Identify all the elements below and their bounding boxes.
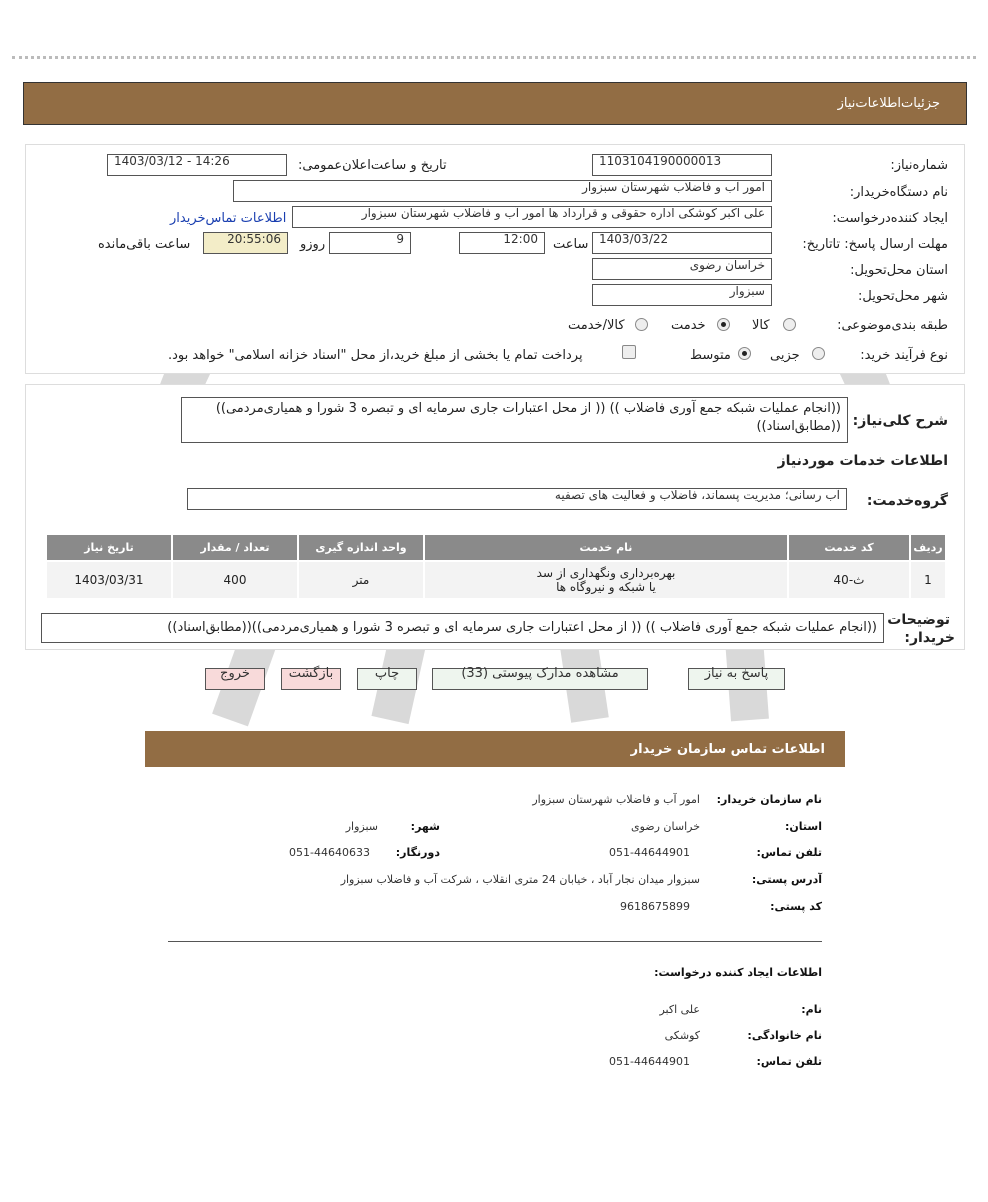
creator-family: کوشکی <box>664 1029 700 1042</box>
creator-heading: اطلاعات ایجاد کننده درخواست: <box>654 966 822 979</box>
province-field: خراسان رضوی <box>592 258 772 280</box>
reply-button[interactable]: پاسخ به نیاز <box>688 668 785 690</box>
requester-label: ایجاد کننده‌درخواست: <box>832 211 948 226</box>
services-table-wrap <box>45 533 947 600</box>
category-radio-service[interactable] <box>717 318 730 331</box>
process-label: نوع فرآیند خرید: <box>860 348 948 363</box>
contact-fax: 051-44640633 <box>289 846 370 859</box>
contact-postal-label: کد پستی: <box>770 900 822 913</box>
contact-org-label: نام سازمان خریدار: <box>716 793 822 806</box>
buyer-notes-label-1: توضیحات <box>887 612 950 628</box>
contact-title: اطلاعات تماس سازمان خریدار <box>630 742 825 757</box>
cell-name <box>424 561 788 599</box>
category-both-label: کالا/خدمت <box>568 318 625 333</box>
announce-field: 1403/03/12 - 14:26 <box>107 154 287 176</box>
summary-field: ((انجام عملیات شبکه جمع آوری فاضلاب )) (( از محل اعتبارات جاری سرمایه ای و تبصره 3 شورا و همیاری‌مردمی)) ((مطابق‌اسناد)) <box>181 397 848 443</box>
col-code: کد خدمت <box>788 534 910 561</box>
buyer-notes-field: ((انجام عملیات شبکه جمع آوری فاضلاب )) (( از محل اعتبارات جاری سرمایه ای و تبصره 3 شورا و همیاری‌مردمی))((مطابق‌اسناد)) <box>41 613 884 643</box>
service-group-field: آب رسانی؛ مدیریت پسماند، فاضلاب و فعالیت های تصفیه <box>187 488 847 510</box>
contact-org: امور آب و فاضلاب شهرستان سبزوار <box>532 793 700 806</box>
days-label: روزو <box>300 237 326 252</box>
cell-code: ث-40 <box>788 561 910 599</box>
contact-province-label: استان: <box>785 820 822 833</box>
back-button[interactable]: بازگشت <box>281 668 341 690</box>
requester-field: علی اکبر کوشکی اداره حقوقی و قرارداد ها امور آب و فاضلاب شهرستان سبزوار <box>292 206 772 228</box>
category-radio-goods[interactable] <box>783 318 796 331</box>
col-name: نام خدمت <box>424 534 788 561</box>
announce-label: تاریخ و ساعت‌اعلان‌عمومی: <box>298 158 447 173</box>
process-medium-label: متوسط <box>690 348 731 363</box>
top-divider <box>12 56 976 59</box>
deadline-label: مهلت ارسال پاسخ: تاتاریخ: <box>802 237 948 252</box>
info-panel <box>25 144 965 374</box>
contact-buyer-link[interactable]: اطلاعات تماس‌خریدار <box>170 211 287 226</box>
process-minor-label: جزیی <box>770 348 800 363</box>
remaining-label: ساعت باقی‌مانده <box>98 237 191 252</box>
table-row <box>46 561 946 599</box>
category-goods-label: کالا <box>752 318 770 333</box>
summary-label: شرح کلی‌نیاز: <box>852 413 948 429</box>
treasury-checkbox[interactable] <box>622 345 636 359</box>
creator-name: علی اکبر <box>659 1003 700 1016</box>
process-radio-minor[interactable] <box>812 347 825 360</box>
print-button[interactable]: چاپ <box>357 668 417 690</box>
cell-row: 1 <box>910 561 946 599</box>
category-service-label: خدمت <box>671 318 706 333</box>
exit-button[interactable]: خروج <box>205 668 265 690</box>
contact-province: خراسان رضوی <box>630 820 700 833</box>
contact-divider <box>168 941 822 942</box>
contact-address: سبزوار میدان نجار آباد ، خیابان 24 متری انقلاب ، شرکت آب و فاضلاب سبزوار <box>340 873 700 886</box>
buyer-org-field: امور آب و فاضلاب شهرستان سبزوار <box>233 180 772 202</box>
cell-unit: متر <box>298 561 424 599</box>
creator-name-label: نام: <box>801 1003 822 1016</box>
contact-header <box>145 731 845 767</box>
col-unit: واحد اندازه گیری <box>298 534 424 561</box>
province-label: استان محل‌تحویل: <box>850 263 948 278</box>
table-header-row <box>46 534 946 561</box>
contact-fax-label: دورنگار: <box>395 846 440 859</box>
time-label: ساعت <box>553 237 589 252</box>
category-radio-both[interactable] <box>635 318 648 331</box>
need-number-label: شماره‌نیاز: <box>890 158 948 173</box>
need-number-field: 1103104190000013 <box>592 154 772 176</box>
remaining-time-field: 20:55:06 <box>203 232 288 254</box>
city-label: شهر محل‌تحویل: <box>858 289 948 304</box>
cell-qty: 400 <box>172 561 298 599</box>
process-radio-medium[interactable] <box>738 347 751 360</box>
services-table <box>45 533 947 600</box>
contact-city-label: شهر: <box>410 820 440 833</box>
buyer-notes-label-2: خریدار: <box>904 630 955 646</box>
creator-family-label: نام خانوادگی: <box>747 1029 822 1042</box>
payment-note: پرداخت تمام یا بخشی از مبلغ خرید،از محل "اسناد خزانه اسلامی" خواهد بود. <box>168 348 583 363</box>
contact-address-label: آدرس پستی: <box>751 873 822 886</box>
col-row: ردیف <box>910 534 946 561</box>
contact-phone: 051-44644901 <box>609 846 690 859</box>
col-qty: تعداد / مقدار <box>172 534 298 561</box>
deadline-time-field: 12:00 <box>459 232 545 254</box>
cell-name-line2: یا شبکه و نیروگاه ها <box>556 580 656 594</box>
services-heading: اطلاعات خدمات مورد‌نیاز <box>777 453 948 469</box>
service-group-label: گروه‌خدمت: <box>866 493 948 509</box>
page-header <box>23 82 967 125</box>
contact-postal: 9618675899 <box>620 900 690 913</box>
category-label: طبقه بندی‌موضوعی: <box>837 318 948 333</box>
creator-phone-label: تلفن تماس: <box>756 1055 822 1068</box>
days-field: 9 <box>329 232 411 254</box>
cell-name-line1: بهره‌برداری ونگهداری از سد <box>536 566 676 580</box>
city-field: سبزوار <box>592 284 772 306</box>
contact-phone-label: تلفن تماس: <box>756 846 822 859</box>
buyer-org-label: نام دستگاه‌خریدار: <box>849 185 948 200</box>
view-docs-button[interactable]: مشاهده مدارک پیوستی (33) <box>432 668 648 690</box>
contact-city: سبزوار <box>345 820 378 833</box>
deadline-date-field: 1403/03/22 <box>592 232 772 254</box>
cell-date: 1403/03/31 <box>46 561 172 599</box>
page-title: جزئیات‌اطلاعات‌نیاز <box>837 96 940 111</box>
col-date: تاریخ نیاز <box>46 534 172 561</box>
creator-phone: 051-44644901 <box>609 1055 690 1068</box>
